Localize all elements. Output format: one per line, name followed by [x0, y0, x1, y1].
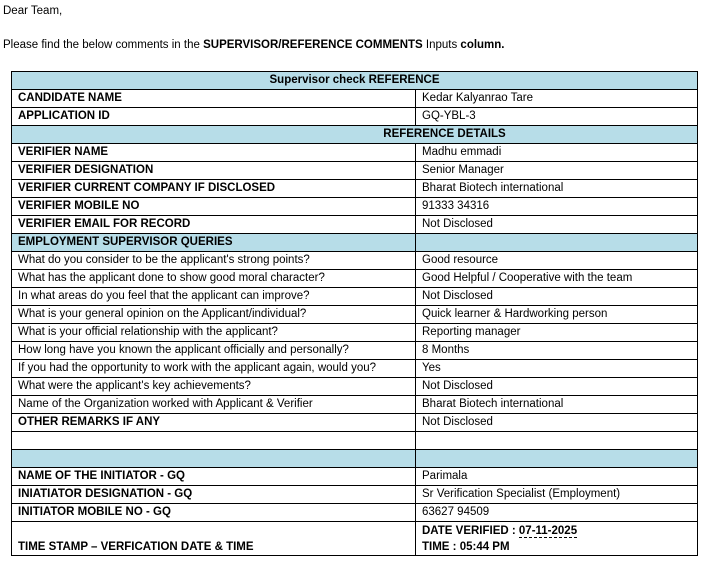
table-title: Supervisor check REFERENCE: [12, 72, 698, 90]
table-row: [12, 324, 698, 342]
table-row: [12, 288, 698, 306]
table-row: [12, 108, 698, 126]
initiator-label: INITIATOR MOBILE NO - GQ: [12, 504, 416, 522]
table-row: [12, 342, 698, 360]
intro-middle: Inputs: [422, 39, 461, 51]
timestamp-label: TIME STAMP – VERFICATION DATE & TIME: [12, 522, 416, 556]
application-id-label: APPLICATION ID: [12, 108, 416, 126]
verifier-label: VERIFIER NAME: [12, 144, 416, 162]
table-row: [12, 378, 698, 396]
application-id-value: GQ-YBL-3: [416, 108, 698, 126]
empty-row: [12, 432, 698, 450]
verifier-value: Madhu emmadi: [416, 144, 698, 162]
table-row: [12, 396, 698, 414]
verifier-value: 91333 34316: [416, 198, 698, 216]
table-row: [12, 270, 698, 288]
initiator-value: 63627 94509: [416, 504, 698, 522]
time-label: TIME :: [422, 541, 460, 553]
query-question: What is your official relationship with the applicant?: [12, 324, 416, 342]
query-answer: 8 Months: [416, 342, 698, 360]
initiator-label: NAME OF THE INITIATOR - GQ: [12, 468, 416, 486]
empty-cell: [416, 432, 698, 450]
other-remarks-label: OTHER REMARKS IF ANY: [12, 414, 416, 432]
query-answer: Good Helpful / Cooperative with the team: [416, 270, 698, 288]
intro-end: column.: [460, 39, 505, 51]
candidate-value: Kedar Kalyanrao Tare: [416, 90, 698, 108]
time-line: [422, 539, 691, 555]
reference-details-header: [12, 126, 698, 144]
query-answer: Yes: [416, 360, 698, 378]
intro-before: Please find the below comments in the: [3, 39, 204, 51]
reference-table: [11, 71, 698, 556]
query-question: What do you consider to be the applicant's strong points?: [12, 252, 416, 270]
divider-row: [12, 450, 698, 468]
verifier-value: Bharat Biotech international: [416, 180, 698, 198]
timestamp-value: [416, 522, 698, 556]
time-value: 05:44 PM: [459, 541, 510, 553]
verifier-label: VERIFIER MOBILE NO: [12, 198, 416, 216]
table-row: [12, 198, 698, 216]
table-row: [12, 504, 698, 522]
verifier-label: VERIFIER DESIGNATION: [12, 162, 416, 180]
query-question: What is your general opinion on the Applicant/individual?: [12, 306, 416, 324]
table-row: [12, 360, 698, 378]
query-question: What were the applicant's key achievements?: [12, 378, 416, 396]
table-row: [12, 144, 698, 162]
queries-header: EMPLOYMENT SUPERVISOR QUERIES: [12, 234, 416, 252]
verifier-label: VERIFIER EMAIL FOR RECORD: [12, 216, 416, 234]
query-question: In what areas do you feel that the applicant can improve?: [12, 288, 416, 306]
query-answer: Good resource: [416, 252, 698, 270]
query-answer: Quick learner & Hardworking person: [416, 306, 698, 324]
query-question: How long have you known the applicant officially and personally?: [12, 342, 416, 360]
table-row: [12, 162, 698, 180]
table-title-row: [12, 72, 698, 90]
query-answer: Bharat Biotech international: [416, 396, 698, 414]
queries-header-empty: [416, 234, 698, 252]
table-row: [12, 468, 698, 486]
table-row: [12, 90, 698, 108]
table-row: [12, 414, 698, 432]
query-question: What has the applicant done to show good moral character?: [12, 270, 416, 288]
greeting-text: Dear Team,: [3, 5, 63, 17]
reference-details-text: REFERENCE DETAILS: [383, 128, 506, 140]
query-answer: Reporting manager: [416, 324, 698, 342]
other-remarks-value: Not Disclosed: [416, 414, 698, 432]
initiator-value: Parimala: [416, 468, 698, 486]
candidate-label: CANDIDATE NAME: [12, 90, 416, 108]
initiator-label: INIATIATOR DESIGNATION - GQ: [12, 486, 416, 504]
date-verified-label: DATE VERIFIED :: [422, 525, 519, 537]
verifier-value: Senior Manager: [416, 162, 698, 180]
query-answer: Not Disclosed: [416, 288, 698, 306]
verifier-label: VERIFIER CURRENT COMPANY IF DISCLOSED: [12, 180, 416, 198]
query-question: If you had the opportunity to work with the applicant again, would you?: [12, 360, 416, 378]
table-row: [12, 216, 698, 234]
divider-cell: [12, 450, 416, 468]
timestamp-row: [12, 522, 698, 556]
reference-details-row: [12, 126, 698, 144]
query-answer: Not Disclosed: [416, 378, 698, 396]
divider-cell: [416, 450, 698, 468]
intro-bold: SUPERVISOR/REFERENCE COMMENTS: [203, 39, 423, 51]
table-row: [12, 306, 698, 324]
verifier-value: Not Disclosed: [416, 216, 698, 234]
queries-header-row: [12, 234, 698, 252]
initiator-value: Sr Verification Specialist (Employment): [416, 486, 698, 504]
date-verified-line: [422, 523, 691, 539]
date-verified-value: 07-11-2025: [518, 525, 578, 537]
query-question: Name of the Organization worked with Applicant & Verifier: [12, 396, 416, 414]
empty-cell: [12, 432, 416, 450]
table-row: [12, 486, 698, 504]
table-row: [12, 180, 698, 198]
intro-text: [3, 39, 505, 51]
table-row: [12, 252, 698, 270]
